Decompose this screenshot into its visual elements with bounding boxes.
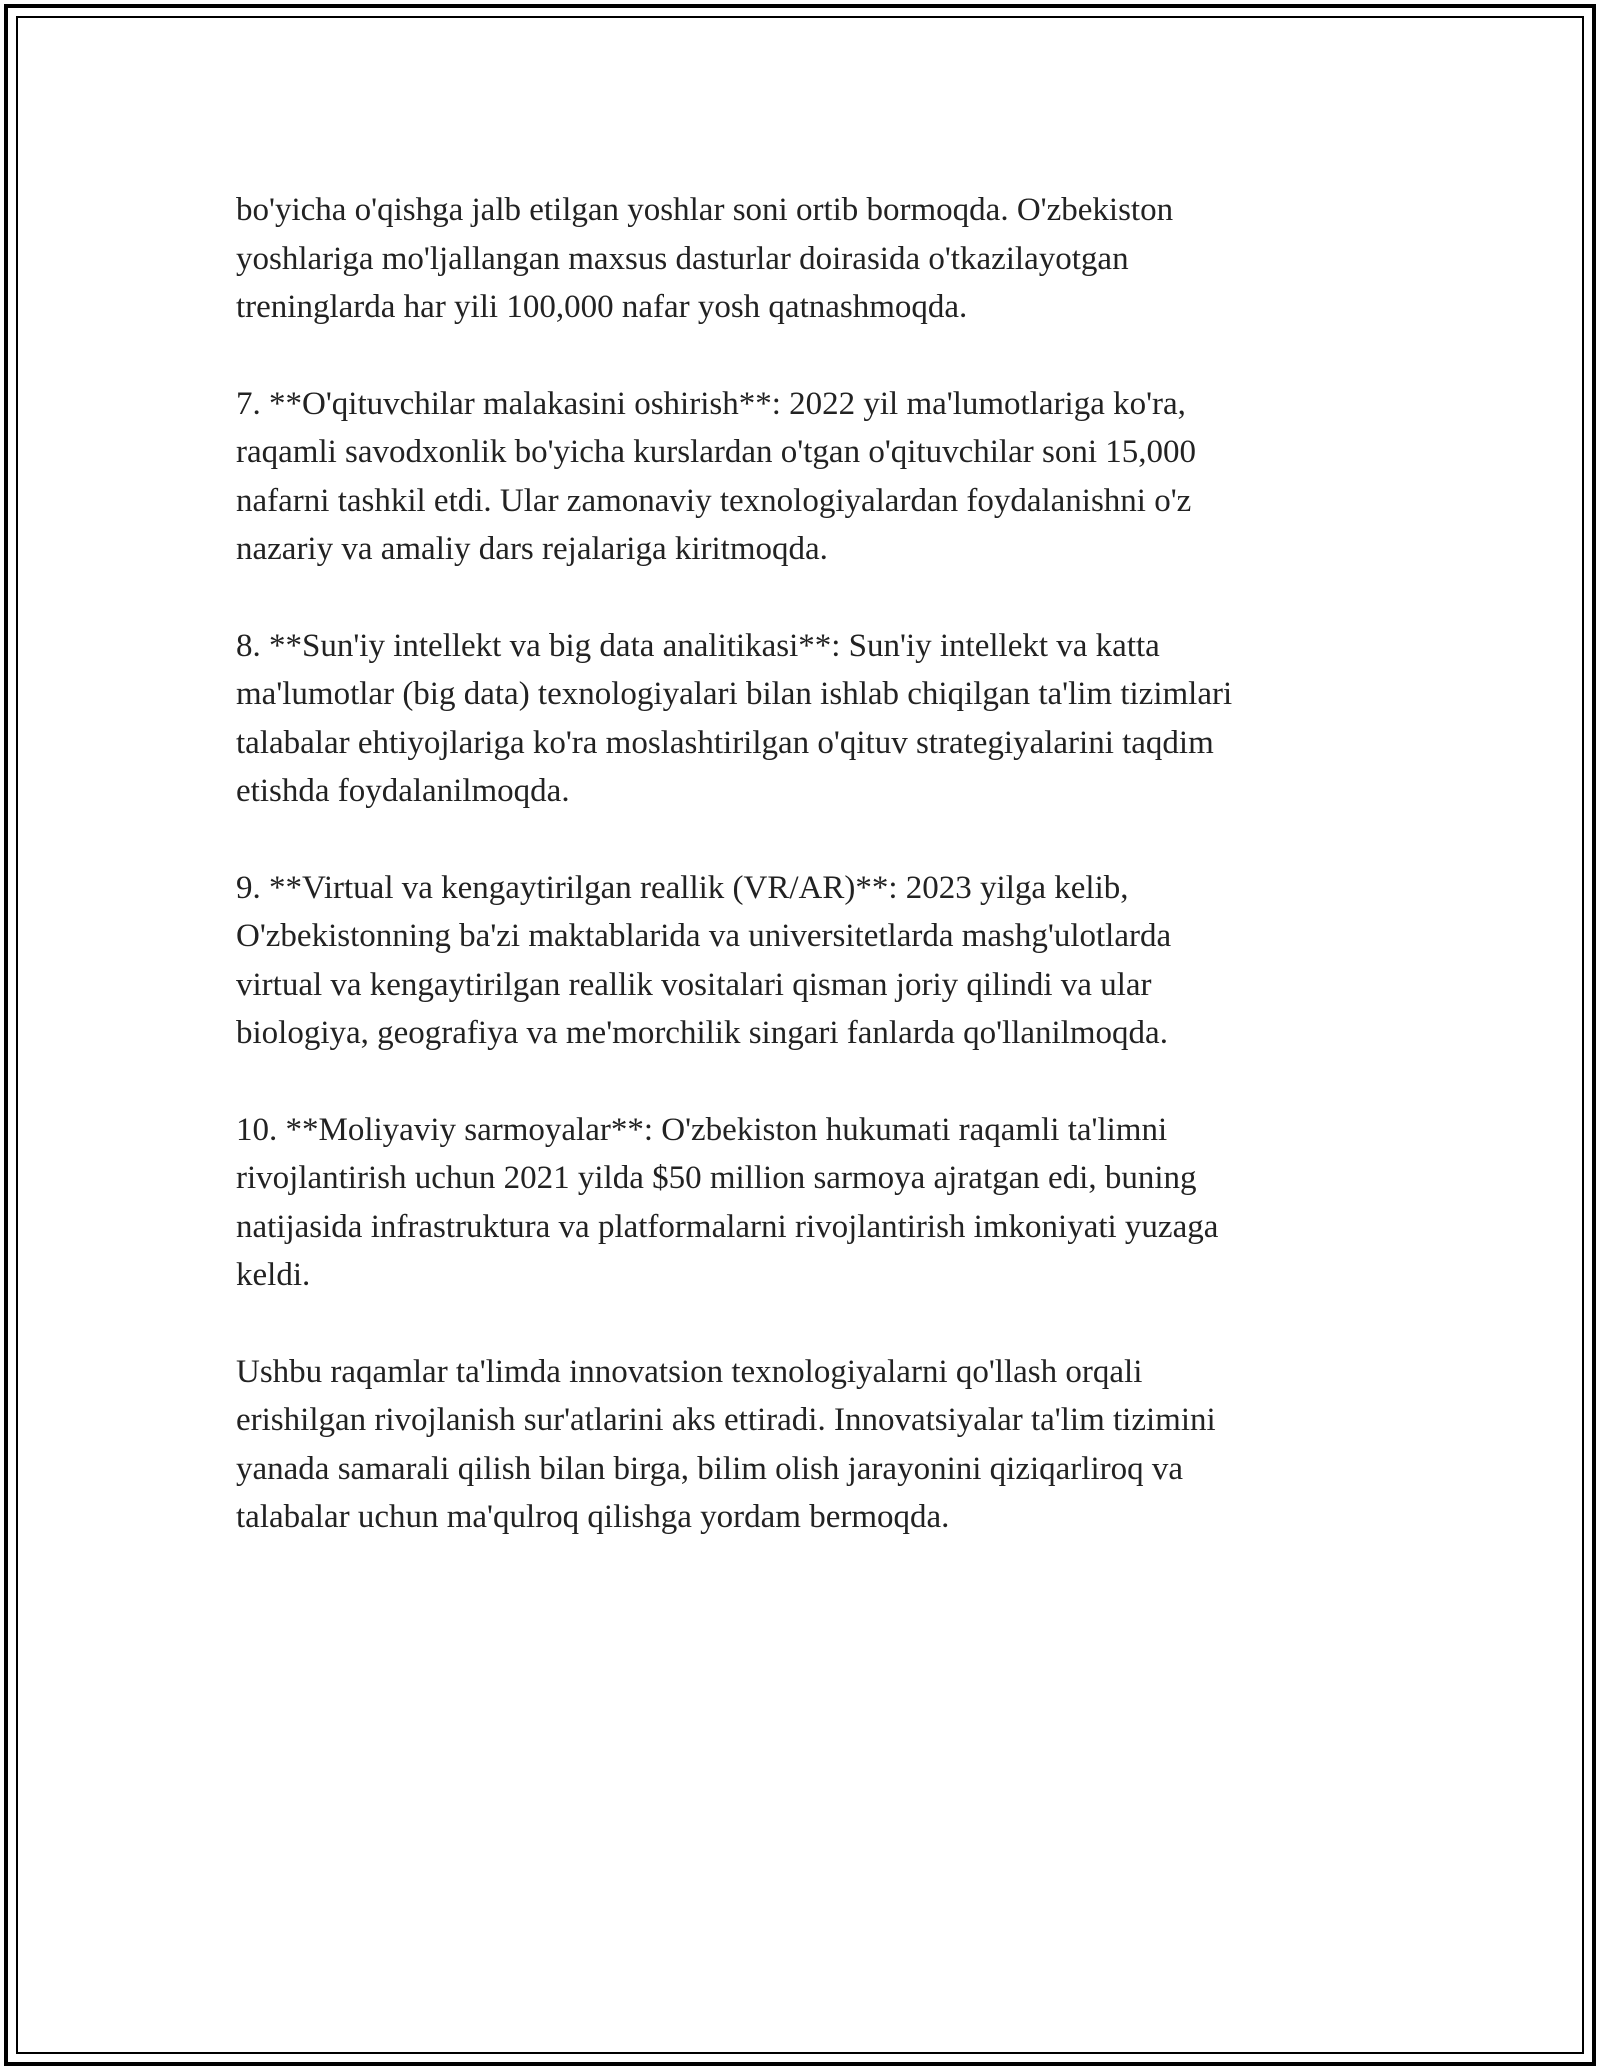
paragraph-item-9: 9. **Virtual va kengaytirilgan reallik (VR/AR)**: 2023 yilga kelib, O'zbekistonning ba'zi maktablarida va universitetlarda mashg'ulotlarda virtual va kengaytirilgan reallik vositalari qisman joriy qilindi va ular biologiya, geografiya va me'morchilik singari fanlarda qo'llanilmoqda. bbox=[236, 869, 1172, 1051]
paragraph-intro-continuation: bo'yicha o'qishga jalb etilgan yoshlar soni ortib bormoqda. O'zbekiston yoshlariga mo'ljallangan maxsus dasturlar doirasida o'tkazilayotgan treninglarda har yili 100,000 nafar yosh qatnashmoqda. bbox=[236, 192, 1174, 325]
paragraph-conclusion: Ushbu raqamlar ta'limda innovatsion texnologiyalarni qo'llash orqali erishilgan rivojlanish sur'atlarini aks ettiradi. Innovatsiyalar ta'lim tizimini yanada samarali qilish bilan birga, bilim olish jarayonini qiziqarliroq va talabalar uchun ma'qulroq qilishga yordam bermoqda. bbox=[236, 1353, 1216, 1535]
document-body bbox=[236, 186, 1376, 1590]
paragraph-item-8: 8. **Sun'iy intellekt va big data analitikasi**: Sun'iy intellekt va katta ma'lumotlar (big data) texnologiyalari bilan ishlab chiqilgan ta'lim tizimlari talabalar ehtiyojlariga ko'ra moslashtirilgan o'qituv strategiyalarini taqdim etishda foydalanilmoqda. bbox=[236, 627, 1233, 809]
paragraph-item-10: 10. **Moliyaviy sarmoyalar**: O'zbekiston hukumati raqamli ta'limni rivojlantirish uchun 2021 yilda $50 million sarmoya ajratgan edi, buning natijasida infrastruktura va platformalarni rivojlantirish imkoniyati yuzaga keldi. bbox=[236, 1111, 1219, 1293]
paragraph-item-7: 7. **O'qituvchilar malakasini oshirish**: 2022 yil ma'lumotlariga ko'ra, raqamli savodxonlik bo'yicha kurslardan o'tgan o'qituvchilar soni 15,000 nafarni tashkil etdi. Ular zamonaviy texnologiyalardan foydalanishni o'z nazariy va amaliy dars rejalariga kiritmoqda. bbox=[236, 385, 1196, 567]
